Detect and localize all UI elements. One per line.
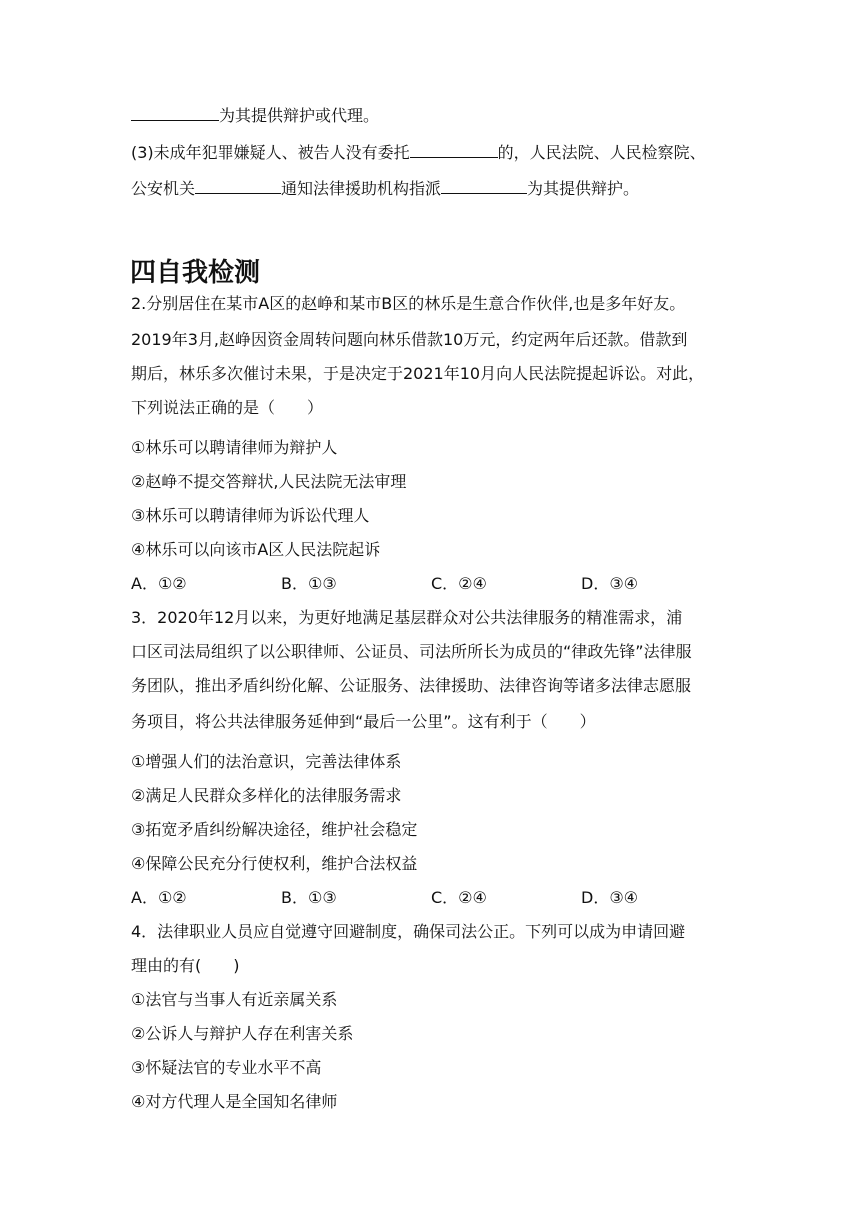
question-2-stem-line-4: 下列说法正确的是（ ）	[131, 398, 324, 417]
question-4-stem-line-1: 4．法律职业人员应自觉遵守回避制度，确保司法公正。下列可以成为申请回避	[131, 922, 686, 941]
option-a[interactable]: A．①②	[131, 574, 187, 593]
section-heading: 四自我检测	[130, 258, 261, 288]
question-3-stem-line-2: 口区司法局组织了以公职律师、公证员、司法所所长为成员的“律政先锋”法律服	[131, 642, 692, 661]
question-2-stem-line-1: 2.分别居住在某市A区的赵峥和某市B区的林乐是生意合作伙伴,也是多年好友。	[131, 294, 686, 313]
question-4-statement-2: ②公诉人与辩护人存在利害关系	[131, 1024, 354, 1043]
option-d[interactable]: D．③④	[581, 888, 639, 907]
question-2-statement-4: ④林乐可以向该市A区人民法院起诉	[131, 540, 381, 559]
question-3-options	[131, 888, 751, 908]
text-line: 为其提供辩护或代理。	[131, 105, 379, 126]
question-3-statement-4: ④保障公民充分行使权利，维护合法权益	[131, 854, 418, 873]
question-4-statement-1: ①法官与当事人有近亲属关系	[131, 990, 338, 1009]
question-2-stem-line-3: 期后，林乐多次催讨未果，于是决定于2021年10月向人民法院提起诉讼。对此，	[131, 364, 705, 383]
blank-underline	[441, 178, 527, 194]
question-4-statement-3: ③怀疑法官的专业水平不高	[131, 1058, 322, 1077]
blank-underline	[131, 105, 219, 121]
option-c[interactable]: C．②④	[431, 574, 487, 593]
question-2-statement-2: ②赵峥不提交答辩状,人民法院无法审理	[131, 472, 407, 491]
question-4-statement-4: ④对方代理人是全国知名律师	[131, 1092, 338, 1111]
question-3-stem-line-1: 3．2020年12月以来，为更好地满足基层群众对公共法律服务的精准需求，浦	[131, 608, 683, 627]
question-3-statement-3: ③拓宽矛盾纠纷解决途径，维护社会稳定	[131, 820, 418, 839]
text-line: (3)未成年犯罪嫌疑人、被告人没有委托 的，人民法院、人民检察院、	[131, 143, 706, 162]
option-d[interactable]: D．③④	[581, 574, 639, 593]
question-2-stem-line-2: 2019年3月,赵峥因资金周转问题向林乐借款10万元，约定两年后还款。借款到	[131, 330, 688, 349]
question-3-stem-line-3: 务团队，推出矛盾纠纷化解、公证服务、法律援助、法律咨询等诸多法律志愿服	[131, 676, 692, 695]
question-2-statement-3: ③林乐可以聘请律师为诉讼代理人	[131, 506, 370, 525]
question-2-options	[131, 574, 751, 594]
option-a[interactable]: A．①②	[131, 888, 187, 907]
option-c[interactable]: C．②④	[431, 888, 487, 907]
question-2-statement-1: ①林乐可以聘请律师为辩护人	[131, 438, 338, 457]
blank-underline	[410, 142, 498, 158]
text-line: 公安机关 通知法律援助机构指派 为其提供辩护。	[131, 179, 640, 198]
question-3-statement-2: ②满足人民群众多样化的法律服务需求	[131, 786, 402, 805]
question-3-stem-line-4: 务项目，将公共法律服务延伸到“最后一公里”。这有利于（ ）	[131, 712, 596, 731]
option-b[interactable]: B．①③	[281, 574, 337, 593]
option-b[interactable]: B．①③	[281, 888, 337, 907]
blank-underline	[195, 178, 281, 194]
question-4-stem-line-2: 理由的有( )	[131, 956, 240, 975]
question-3-statement-1: ①增强人们的法治意识，完善法律体系	[131, 752, 402, 771]
